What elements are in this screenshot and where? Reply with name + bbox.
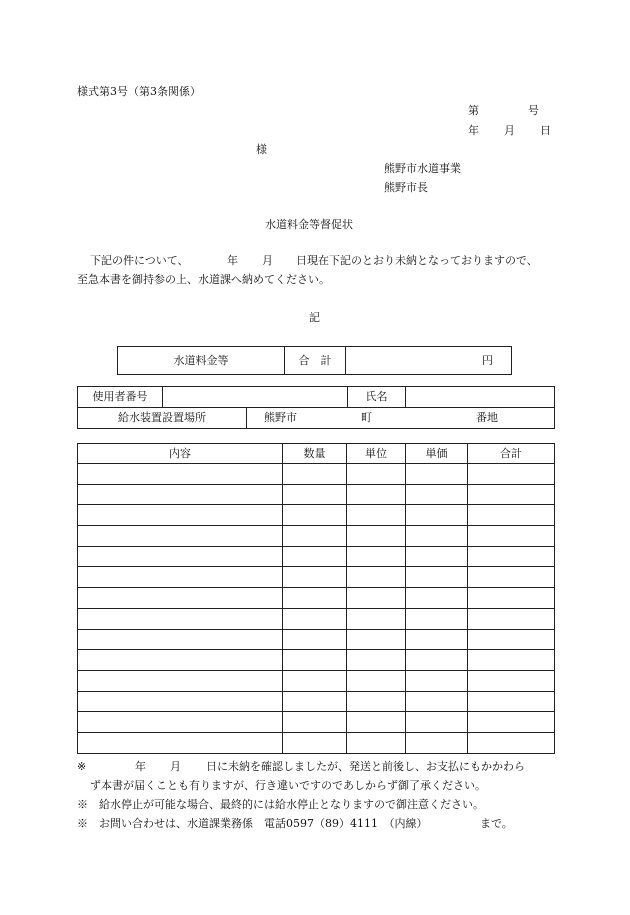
table-cell bbox=[283, 712, 347, 733]
table-cell bbox=[283, 670, 347, 691]
table-cell bbox=[468, 629, 555, 650]
sender-name: 熊野市長 bbox=[384, 181, 428, 194]
name-value bbox=[406, 387, 555, 408]
detail-header-content: 内容 bbox=[78, 444, 283, 464]
sender-organization: 熊野市水道事業 bbox=[384, 162, 461, 175]
table-cell bbox=[406, 732, 468, 753]
table-cell bbox=[347, 567, 406, 588]
detail-header-unit: 単位 bbox=[347, 444, 406, 464]
table-cell bbox=[468, 484, 555, 505]
table-cell bbox=[78, 650, 283, 671]
table-cell bbox=[283, 526, 347, 547]
note1-mark: ※ bbox=[77, 760, 87, 773]
table-cell bbox=[347, 691, 406, 712]
table-cell bbox=[347, 526, 406, 547]
date-month: 月 bbox=[504, 124, 515, 137]
table-cell bbox=[406, 546, 468, 567]
body-year: 年 bbox=[227, 254, 238, 267]
table-cell bbox=[406, 588, 468, 609]
table-row bbox=[78, 629, 555, 650]
table-row bbox=[78, 732, 555, 753]
table-cell bbox=[406, 484, 468, 505]
table-cell bbox=[283, 567, 347, 588]
date-year: 年 bbox=[468, 124, 479, 137]
table-cell bbox=[406, 464, 468, 485]
table-cell bbox=[283, 732, 347, 753]
summary-total-label: 合 計 bbox=[285, 347, 346, 375]
table-row bbox=[78, 484, 555, 505]
table-cell bbox=[406, 567, 468, 588]
supply-location-banchi: 番地 bbox=[476, 411, 498, 424]
summary-table bbox=[117, 346, 512, 375]
table-cell bbox=[347, 484, 406, 505]
table-cell bbox=[78, 732, 283, 753]
table-cell bbox=[78, 526, 283, 547]
note3-end: まで。 bbox=[480, 817, 513, 830]
table-row bbox=[78, 546, 555, 567]
user-number-label: 使用者番号 bbox=[78, 387, 163, 408]
table-cell bbox=[406, 629, 468, 650]
table-cell bbox=[468, 650, 555, 671]
table-cell bbox=[347, 608, 406, 629]
table-row bbox=[78, 588, 555, 609]
table-cell bbox=[283, 505, 347, 526]
ki-heading: 記 bbox=[309, 311, 320, 324]
table-cell bbox=[78, 484, 283, 505]
table-cell bbox=[468, 608, 555, 629]
table-cell bbox=[468, 505, 555, 526]
table-cell bbox=[78, 670, 283, 691]
addressee-honorific: 様 bbox=[256, 143, 267, 156]
note1-continuation: ず本書が届くことも有りますが、行き違いですのであしからず御了承ください。 bbox=[90, 779, 486, 792]
detail-header-unit-price: 単価 bbox=[406, 444, 468, 464]
summary-label: 水道料金等 bbox=[118, 347, 285, 375]
table-cell bbox=[468, 546, 555, 567]
table-row bbox=[78, 464, 555, 485]
table-cell bbox=[78, 464, 283, 485]
table-cell bbox=[283, 691, 347, 712]
table-cell bbox=[468, 588, 555, 609]
table-cell bbox=[406, 608, 468, 629]
user-number-value bbox=[163, 387, 348, 408]
table-cell bbox=[406, 691, 468, 712]
table-cell bbox=[283, 464, 347, 485]
table-cell bbox=[468, 712, 555, 733]
table-cell bbox=[78, 691, 283, 712]
supply-location-town: 町 bbox=[361, 411, 372, 424]
document-number-suffix: 号 bbox=[528, 104, 539, 117]
detail-header-total: 合計 bbox=[468, 444, 555, 464]
table-cell bbox=[406, 526, 468, 547]
table-cell bbox=[347, 588, 406, 609]
table-row bbox=[78, 526, 555, 547]
table-cell bbox=[283, 608, 347, 629]
table-cell bbox=[347, 629, 406, 650]
form-number: 様式第3号（第3条関係） bbox=[77, 85, 201, 98]
table-cell bbox=[468, 691, 555, 712]
table-cell bbox=[406, 505, 468, 526]
detail-header-quantity: 数量 bbox=[283, 444, 347, 464]
note3-contact: ※ お問い合わせは、水道課業務係 電話0597（89）4111 （内線） bbox=[77, 817, 428, 830]
table-row bbox=[78, 691, 555, 712]
document-number-prefix: 第 bbox=[468, 104, 479, 117]
table-cell bbox=[78, 567, 283, 588]
table-row bbox=[78, 567, 555, 588]
detail-table bbox=[77, 443, 555, 754]
table-cell bbox=[347, 505, 406, 526]
table-cell bbox=[468, 732, 555, 753]
document-title: 水道料金等督促状 bbox=[265, 218, 353, 231]
note1-year: 年 bbox=[135, 760, 146, 773]
table-cell bbox=[468, 670, 555, 691]
supply-location-label: 給水装置設置場所 bbox=[78, 408, 247, 428]
date-day: 日 bbox=[540, 124, 551, 137]
body-month: 月 bbox=[262, 254, 273, 267]
table-cell bbox=[78, 712, 283, 733]
table-cell bbox=[78, 505, 283, 526]
table-cell bbox=[347, 732, 406, 753]
body-text-end: 日現在下記のとおり未納となっておりますので、 bbox=[296, 254, 538, 267]
table-cell bbox=[347, 650, 406, 671]
table-cell bbox=[406, 650, 468, 671]
name-label: 氏名 bbox=[348, 387, 406, 408]
table-cell bbox=[78, 588, 283, 609]
body-text-start: 下記の件について、 bbox=[90, 254, 189, 267]
summary-yen: 円 bbox=[346, 347, 512, 375]
table-cell bbox=[406, 712, 468, 733]
table-cell bbox=[283, 546, 347, 567]
table-row bbox=[78, 712, 555, 733]
table-cell bbox=[347, 670, 406, 691]
user-info-table bbox=[77, 386, 555, 429]
table-row bbox=[78, 505, 555, 526]
table-cell bbox=[283, 588, 347, 609]
table-cell bbox=[347, 546, 406, 567]
table-cell bbox=[283, 650, 347, 671]
table-cell bbox=[283, 629, 347, 650]
note1-month: 月 bbox=[170, 760, 181, 773]
table-cell bbox=[78, 608, 283, 629]
note1-text: 日に未納を確認しましたが、発送と前後し、お支払にもかかわら bbox=[206, 760, 525, 773]
table-row bbox=[78, 650, 555, 671]
table-cell bbox=[78, 629, 283, 650]
table-cell bbox=[468, 526, 555, 547]
table-cell bbox=[468, 464, 555, 485]
table-cell bbox=[347, 464, 406, 485]
table-row bbox=[78, 670, 555, 691]
table-cell bbox=[347, 712, 406, 733]
note2: ※ 給水停止が可能な場合、最終的には給水停止となりますので御注意ください。 bbox=[77, 798, 484, 811]
table-cell bbox=[468, 567, 555, 588]
table-cell bbox=[406, 670, 468, 691]
body-text-line2: 至急本書を御持参の上、水道課へ納めてください。 bbox=[77, 273, 330, 286]
table-cell bbox=[283, 484, 347, 505]
supply-location-city: 熊野市 bbox=[264, 411, 297, 424]
table-row bbox=[78, 608, 555, 629]
table-cell bbox=[78, 546, 283, 567]
